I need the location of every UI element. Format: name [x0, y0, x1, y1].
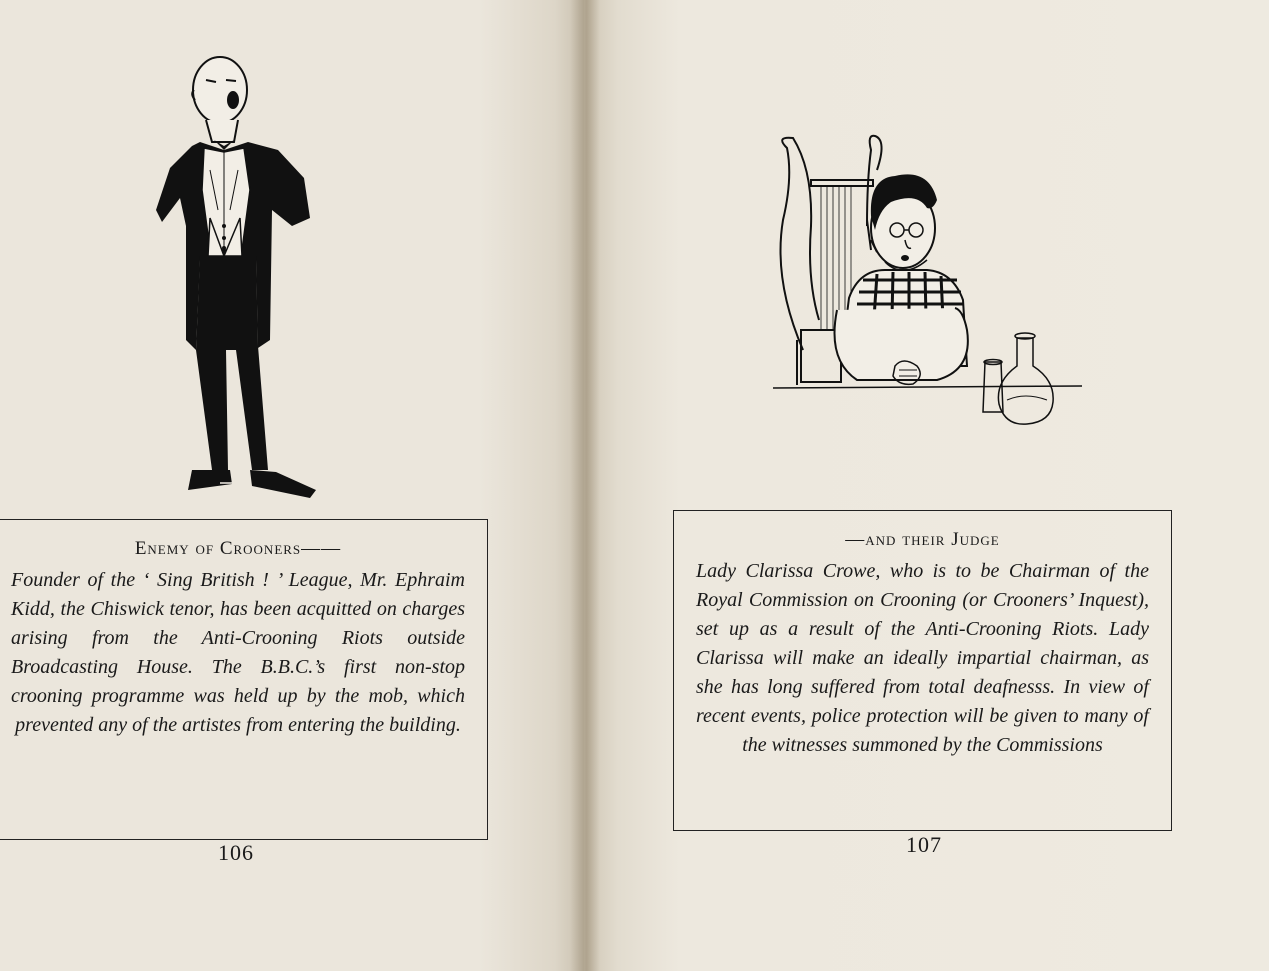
left-caption-title: Enemy of Crooners—— — [134, 538, 342, 559]
right-caption-box — [673, 510, 1172, 831]
tenor-illustration — [140, 50, 340, 505]
judge-illustration — [767, 130, 1082, 430]
left-caption-body: Founder of the ‘ Sing British ! ’ League, Mr. Ephraim Kidd, the Chiswick tenor, has been acquitted on charges arising from the Anti-Crooning Riots outside Broadcasting House. The B.B.C.’s first non-stop crooning programme was held up by the mob, which prevented any of the artistes from entering the building. — [11, 569, 465, 736]
left-page — [0, 0, 584, 971]
right-caption-title: —and their Judge — [845, 529, 1000, 550]
right-caption-body: Lady Clarissa Crowe, who is to be Chairman of the Royal Commission on Crooning (or Crooners’ Inquest), set up as a result of the Anti-Crooning Riots. Lady Clarissa will make an ideally impartial chairman, as she has long suffered from total deafnesss. In view of recent events, police protection will be given to many of the witnesses summoned by the Commissions — [696, 560, 1149, 756]
left-caption-box — [0, 519, 488, 840]
book-gutter — [570, 0, 600, 971]
left-page-number: 106 — [218, 840, 254, 865]
right-page — [584, 0, 1269, 971]
right-page-number: 107 — [906, 832, 942, 857]
